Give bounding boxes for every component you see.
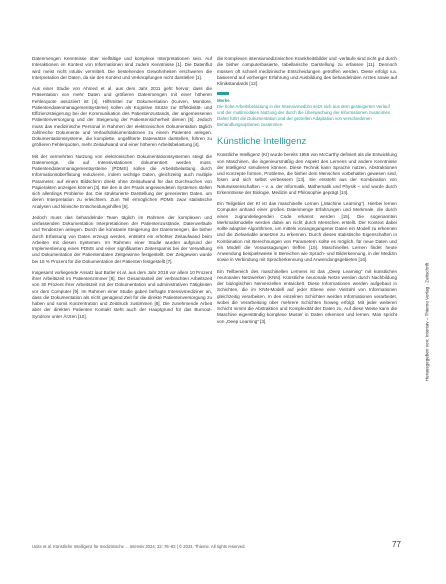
footer-citation: Unite et al. Künstliche Intelligenz für medizinische ... Intensiv 2024; 32: 76–82 | © 2024. Thieme. All rights reserved. <box>32 544 246 549</box>
body-paragraph: die Komplexen intensivmedizinischen Krankheitsbilder und -verläufe sind nicht gut durch die bisher computerbasierte, tabellarische Darstellung zu erfassen [11]. Dennoch müssen oft schnell medizinische Entscheidungen getroffen werden. Diese erfolgt v.a. basierend auf vorheriger Erfahrung und Ausbildung des behandelnden Arztes sowie auf Klinikstandards [12]. <box>217 56 397 86</box>
left-column <box>32 56 212 325</box>
body-paragraph: Ein Teilbereich des maschinellen Lernens ist das „Deep Learning“ mit künstlichen neuronalen Netzwerken (KNN). Künstliche neuronale Netze werden durch Nachbildung der biologischen Nervenzellen entwickelt. Diese Informationen werden aufgebaut in Schichten, die im KNN-Modell auf jeder Ebene eine Vielzahl von Informationen gleichzeitig verarbeiten. In den einzelnen Schichten werden Informationen verarbeitet, wobei die Verarbeitung über mehrere Schichten hinweg erfolgt. Mit jeder weiteren Schicht nimmt die Abstraktion und Komplexität der Daten zu. Auf diese Weise kann die Maschine eigenständig komplexe Muster in Daten erkennen und lernen. Man spricht von „Deep Learning“ [3]. <box>217 268 397 324</box>
body-paragraph: Jedoch muss das behandelnde Team täglich im Rahmen der komplexen und umfassenden Dokumentation Interpretationen der Patientenzustände, Datenverläufe und Tendenzen anlegen. Durch die konstante Steigerung der Datenmengen, die bisher durch Erfassung von Daten erzeugt werden, entsteht ein erhöhter Zeitaufwand beim Arbeiten mit diesen Systemen. Im Rahmen einer Studie wurden aufgrund der Implementierung eines PDMS und einer signifikanten Zeitersparnis bei der Verwaltung und Dokumentation der Patientendaten Zeitgewinne festgestellt. Der Zeitgewinn wurde bei 15 % Prozent für die Dokumentation der Patienten festgestellt [7]. <box>32 214 212 264</box>
body-paragraph: Datenmengen Kenntnisse über vielfältige und komplexe Interpretationen sein. Auf Interaktionen im Kontext von Informationen sind zudem Kenntnisse [1]. Die Datenflut wird meist nicht intuitiv vermittelt. Die bestehenden Gewohnheiten erschweren die Interpretation der Daten, da sie den Kontext und Verknüpfungen nicht darstellen [1]. <box>32 56 212 80</box>
body-paragraph: Künstliche Intelligenz (KI) wurde bereits 1955 von McCarthy definiert als die Entwicklung von Maschinen, die ingenieursmäßig den Aspekt des Lernens und andere Kenntnisse der Intelligenz simulieren können. Diese Technik kann Sprache nutzen, Abstraktionen und Konzepte formen, Probleme, die bisher dem Menschen vorbehalten gewesen sind, lösen und sich selbst verbessern [13]. Sie entsteht aus der Kombination von Naturwissenschaften – v. a. der Informatik, Mathematik und Physik – und wurde durch Erkenntnisse der Biologie, Medizin und Philosophie geprägt [14]. <box>217 152 397 195</box>
merke-box <box>217 92 397 128</box>
page-number: 77 <box>392 540 401 549</box>
section-heading: Künstliche Intelligenz <box>217 136 307 148</box>
body-paragraph: Ein Teilgebiet der KI ist das maschinelle Lernen („Machine Learning“). Hierbei lernen Computer anhand einer großen Datenmenge Erfahrungen und Merkmale, die durch einen zugrundeliegenden Code erkannt werden [15]. Die sogenannten Merkmalsmodelle werden dabei an nicht durch Menschen erstellt. Der Kontext dabei sollte adaptive Algorithmen, um mittels vorangegangener Daten ein Modell zu erkennen und die Zielvariable ansetzen zu erkennen. Durch dieses statistische Eigenschaften in Kombination mit Berechnungen von Parametern sollte es möglich, für neue Daten und ein Modell die Voraussagungen treffen [15]. Maschinelles Lernen findet heute Anwendung beispielsweise in Bereichen wie Sprach- und Bilderkennung, in der Medizin sowie in Verbindung mit Spracherkennung und Anwendungsgebieten [16]. <box>217 201 397 263</box>
sidebar-vertical-text: Herausgegeben von: Intensiv – Thieme Verlag · Zeitschrift <box>424 262 430 382</box>
merke-text: Die hohe Arbeitsbelastung in der Intensivmedizin setzt sich aus dem gesteigerten Verlauf und der multimodalen Nutzung der durch die Überwachung der Informationen zusammen. Daher führt die Dokumentation und der gezielten Adaptation von verschiedenen Behandlungsoptionen zusammen. <box>217 104 392 128</box>
body-paragraph: Aus einer Studie von Ahmed et al. aus dem Jahr 2011 geht hervor, dass die Präsentation von mehr Daten und größeren Datenmengen mit einer höheren Fehlerquote assoziiert ist [4]. Hilfsmittel zur Dokumentation (Kurven, Monitore, Patientendatenmanagementsysteme) sollen als Kognitive Stütze zur Effektivität- und Effizienzsteigerung bei der Kommunikation des Patientenzustands, der angemessenen Patientenversorgung und der Steigerung der Patientensicherheit dienen [5]. Jedoch muss das medizinische Personal in Rahmen der elektronischen Dokumentation täglich zahlreiche Dokumente und Verlaufsdokumentationen zu einem Patienten anlegen. Dokumentationssysteme, die komplette, ungefilterte Datensätze darstellen, führen zu größeren Fehlerquoten, mehr Zeitaufwand und einer höheren Arbeitsbelastung [4]. <box>32 86 212 148</box>
body-paragraph: Insgesamt vorliegende Ansatz laut Butler et al. aus dem Jahr 2018 vor allem 10 Prozent ihrer Arbeitszeit im Patientenzimmer [8]. Der Gesamtanteil der verbrachten Arbeitszeit von 30 Prozent ihrer Arbeitszeit mit der Dokumentation und administrativen Tätigkeiten vor dem Computer [9]. Im Rahmen einer Studie gaben befragte Intensivmediziner an, dass die Dokumentation als nicht genügend Zeit für die direkte Patientenversorgung zu haben und somit Konzentration und Zeitdruck zustimmen [8]. Die zunehmende Arbeit aber der direkten Patienten Kontakt steht auch der Hauptgrund für das Burnout-Syndrom unter Ärzten [10]. <box>32 269 212 319</box>
merke-label: Merke <box>217 98 230 104</box>
right-column <box>217 56 397 330</box>
body-paragraph: Mit der vermehrten Nutzung von elektronischen Dokumentationssystemen steigt die Datenmenge, die auf Intensivstationen dokumentiert werden muss. Patientendatenmanagementsysteme (PDMS) sollen die Arbeitsbelastung durch Informationsüberflutung reduzieren, indem wichtige Daten, gleichzeitig auch multiple Parameter, auf einem Bildschirm direkt ohne Zeitaufwand für das Durchsuchen von Papierakten anzeigen können [3]. Bei den in der Praxis angewendeten Systemen stellen sich allerdings Probleme dar. Die strukturierte Darstellung der generierten Daten, um deren Interpretation zu erleichtern. Zum Teil ermöglichen PDMS zwar statistische Analysen und klinische Entscheidungshilfen [6]. <box>32 153 212 209</box>
merke-accent-bar <box>217 92 229 95</box>
